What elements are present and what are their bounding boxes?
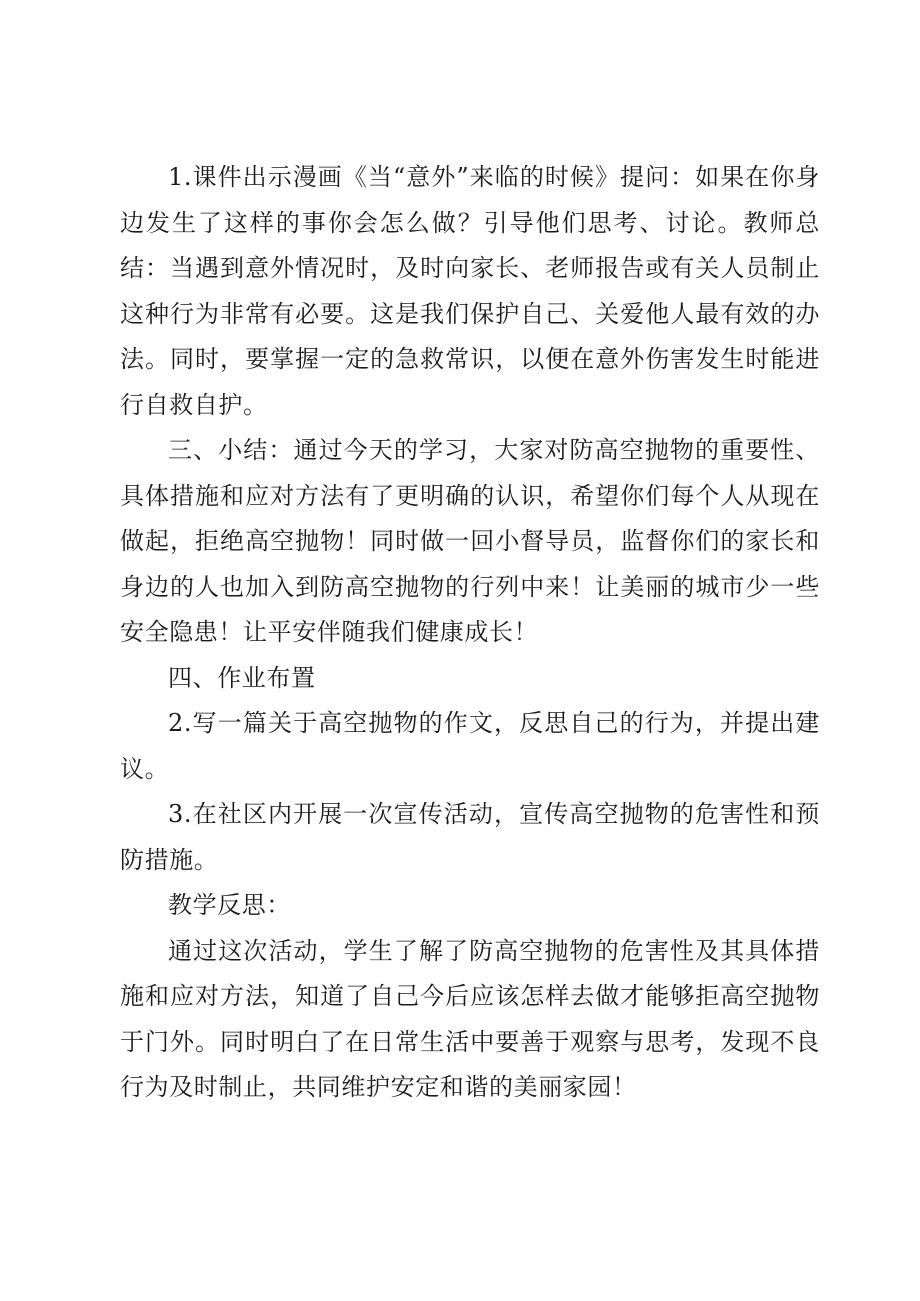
paragraph-summary: 三、小结：通过今天的学习，大家对防高空抛物的重要性、具体措施和应对方法有了更明确的认识，希望你们每个人从现在做起，拒绝高空抛物！同时做一回小督导员，监督你们的家长和身边的人也加入到防高空抛物的行列中来！让美丽的城市少一些安全隐患！让平安伴随我们健康成长！: [120, 436, 820, 646]
paragraph-courseware-question: 1.课件出示漫画《当“意外”来临的时候》提问：如果在你身边发生了这样的事你会怎么做？引导他们思考、讨论。教师总结：当遇到意外情况时，及时向家长、老师报告或有关人员制止这种行为非常有必要。这是我们保护自己、关爱他人最有效的办法。同时，要掌握一定的急救常识，以便在意外伤害发生时能进行自救自护。: [120, 163, 820, 419]
homework-item-essay: 2.写一篇关于高空抛物的作文，反思自己的行为，并提出建议。: [120, 709, 820, 783]
homework-item-community-activity: 3.在社区内开展一次宣传活动，宣传高空抛物的危害性和预防措施。: [120, 800, 820, 874]
paragraph-reflection: 通过这次活动，学生了解了防高空抛物的危害性及其具体措施和应对方法，知道了自己今后应该怎样去做才能够拒高空抛物于门外。同时明白了在日常生活中要善于观察与思考，发现不良行为及时制止，共同维护安定和谐的美丽家园！: [120, 936, 820, 1101]
heading-homework: 四、作业布置: [168, 663, 316, 692]
heading-teaching-reflection: 教学反思：: [168, 891, 291, 919]
document-page: [120, 155, 820, 1111]
